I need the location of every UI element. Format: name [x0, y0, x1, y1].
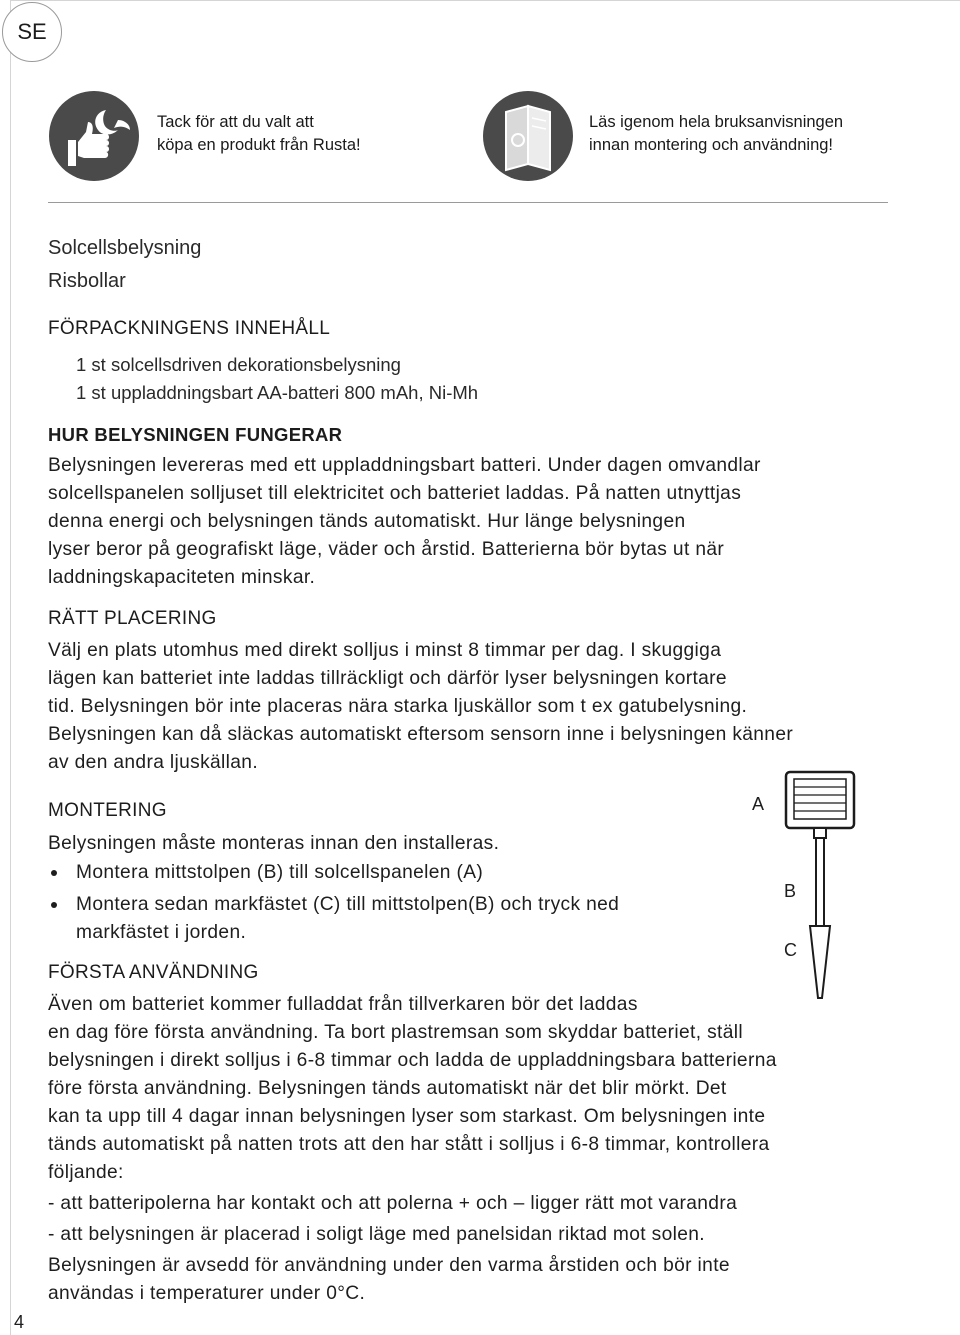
first-use-line: före första användning. Belysningen tänds automatiskt när det blir mörkt. Det — [48, 1078, 727, 1099]
placement-line: Belysningen kan då släckas automatiskt eftersom sensorn inne i belysningen känner — [48, 724, 794, 745]
how-it-works-line: denna energi och belysningen tänds automatiskt. Hur länge belysningen — [48, 511, 686, 532]
first-use-heading: FÖRSTA ANVÄNDNING — [48, 962, 259, 983]
bullet — [51, 902, 57, 908]
contents-heading: FÖRPACKNINGENS INNEHÅLL — [48, 318, 331, 339]
intro-thanks-line-2: köpa en produkt från Rusta! — [157, 136, 361, 154]
first-use-closing: Belysningen är avsedd för användning under den varma årstiden och bör inte — [48, 1255, 730, 1276]
how-it-works-line: lyser beror på geografiskt läge, väder och årstid. Batterierna bör bytas ut när — [48, 539, 725, 560]
how-it-works-line: Belysningen levereras med ett uppladdningsbart batteri. Under dagen omvandlar — [48, 455, 761, 476]
first-use-line: tänds automatiskt på natten trots att den har stått i solljus i 6-8 timmar, kontrollera — [48, 1134, 770, 1155]
header-divider — [48, 202, 888, 203]
first-use-line: följande: — [48, 1162, 124, 1183]
assembly-heading: MONTERING — [48, 800, 167, 821]
language-badge: SE — [2, 2, 62, 62]
thumbs-up-icon — [48, 90, 140, 182]
contents-item: 1 st solcellsdriven dekorationsbelysning — [76, 354, 401, 375]
intro-read-line-2: innan montering och användning! — [589, 136, 834, 154]
manual-book-icon — [482, 90, 574, 182]
diagram-label-a: A — [752, 794, 765, 814]
product-title: Solcellsbelysning — [48, 237, 202, 259]
first-use-check: - att belysningen är placerad i soligt läge med panelsidan riktad mot solen. — [48, 1224, 705, 1245]
how-it-works-heading: HUR BELYSNINGEN FUNGERAR — [48, 424, 343, 445]
first-use-closing: användas i temperaturer under 0°C. — [48, 1283, 366, 1304]
placement-line: tid. Belysningen bör inte placeras nära starka ljuskällor som t ex gatubelysning. — [48, 696, 748, 717]
first-use-check: - att batteripolerna har kontakt och att polerna + och – ligger rätt mot varandra — [48, 1193, 738, 1214]
assembly-step-2: Montera sedan markfästet (C) till mittstolpen(B) och tryck ned — [76, 894, 620, 915]
assembly-intro: Belysningen måste monteras innan den installeras. — [48, 833, 500, 854]
placement-heading: RÄTT PLACERING — [48, 608, 217, 629]
diagram-label-c: C — [784, 940, 797, 960]
intro-thanks — [157, 111, 361, 157]
how-it-works-line: laddningskapaciteten minskar. — [48, 567, 316, 588]
placement-line: lägen kan batteriet inte laddas tillräckligt och därför lyser belysningen kortare — [48, 668, 727, 689]
placement-line: av den andra ljuskällan. — [48, 752, 258, 773]
page-number: 4 — [14, 1312, 25, 1332]
assembly-step-2-cont: markfästet i jorden. — [76, 922, 247, 943]
diagram-label-b: B — [784, 881, 797, 901]
placement-line: Välj en plats utomhus med direkt solljus i minst 8 timmar per dag. I skuggiga — [48, 640, 722, 661]
first-use-line: en dag före första användning. Ta bort plastremsan som skyddar batteriet, ställ — [48, 1022, 743, 1043]
product-subtitle: Risbollar — [48, 270, 126, 292]
bullet — [51, 870, 57, 876]
intro-read-manual — [589, 111, 843, 157]
intro-read-line-1: Läs igenom hela bruksanvisningen — [589, 113, 844, 131]
first-use-line: Även om batteriet kommer fulladdat från tillverkaren bör det laddas — [48, 994, 638, 1015]
intro-thanks-line-1: Tack för att du valt att — [157, 113, 314, 131]
first-use-line: kan ta upp till 4 dagar innan belysningen lyser som starkast. Om belysningen inte — [48, 1106, 766, 1127]
first-use-line: belysningen i direkt solljus i 6-8 timmar och ladda de uppladdningsbara batterierna — [48, 1050, 777, 1071]
how-it-works-line: solcellspanelen solljuset till elektricitet och batteriet laddas. På natten utnyttjas — [48, 483, 742, 504]
contents-item: 1 st uppladdningsbart AA-batteri 800 mAh, Ni-Mh — [76, 382, 479, 403]
assembly-step-1: Montera mittstolpen (B) till solcellspanelen (A) — [76, 862, 484, 883]
